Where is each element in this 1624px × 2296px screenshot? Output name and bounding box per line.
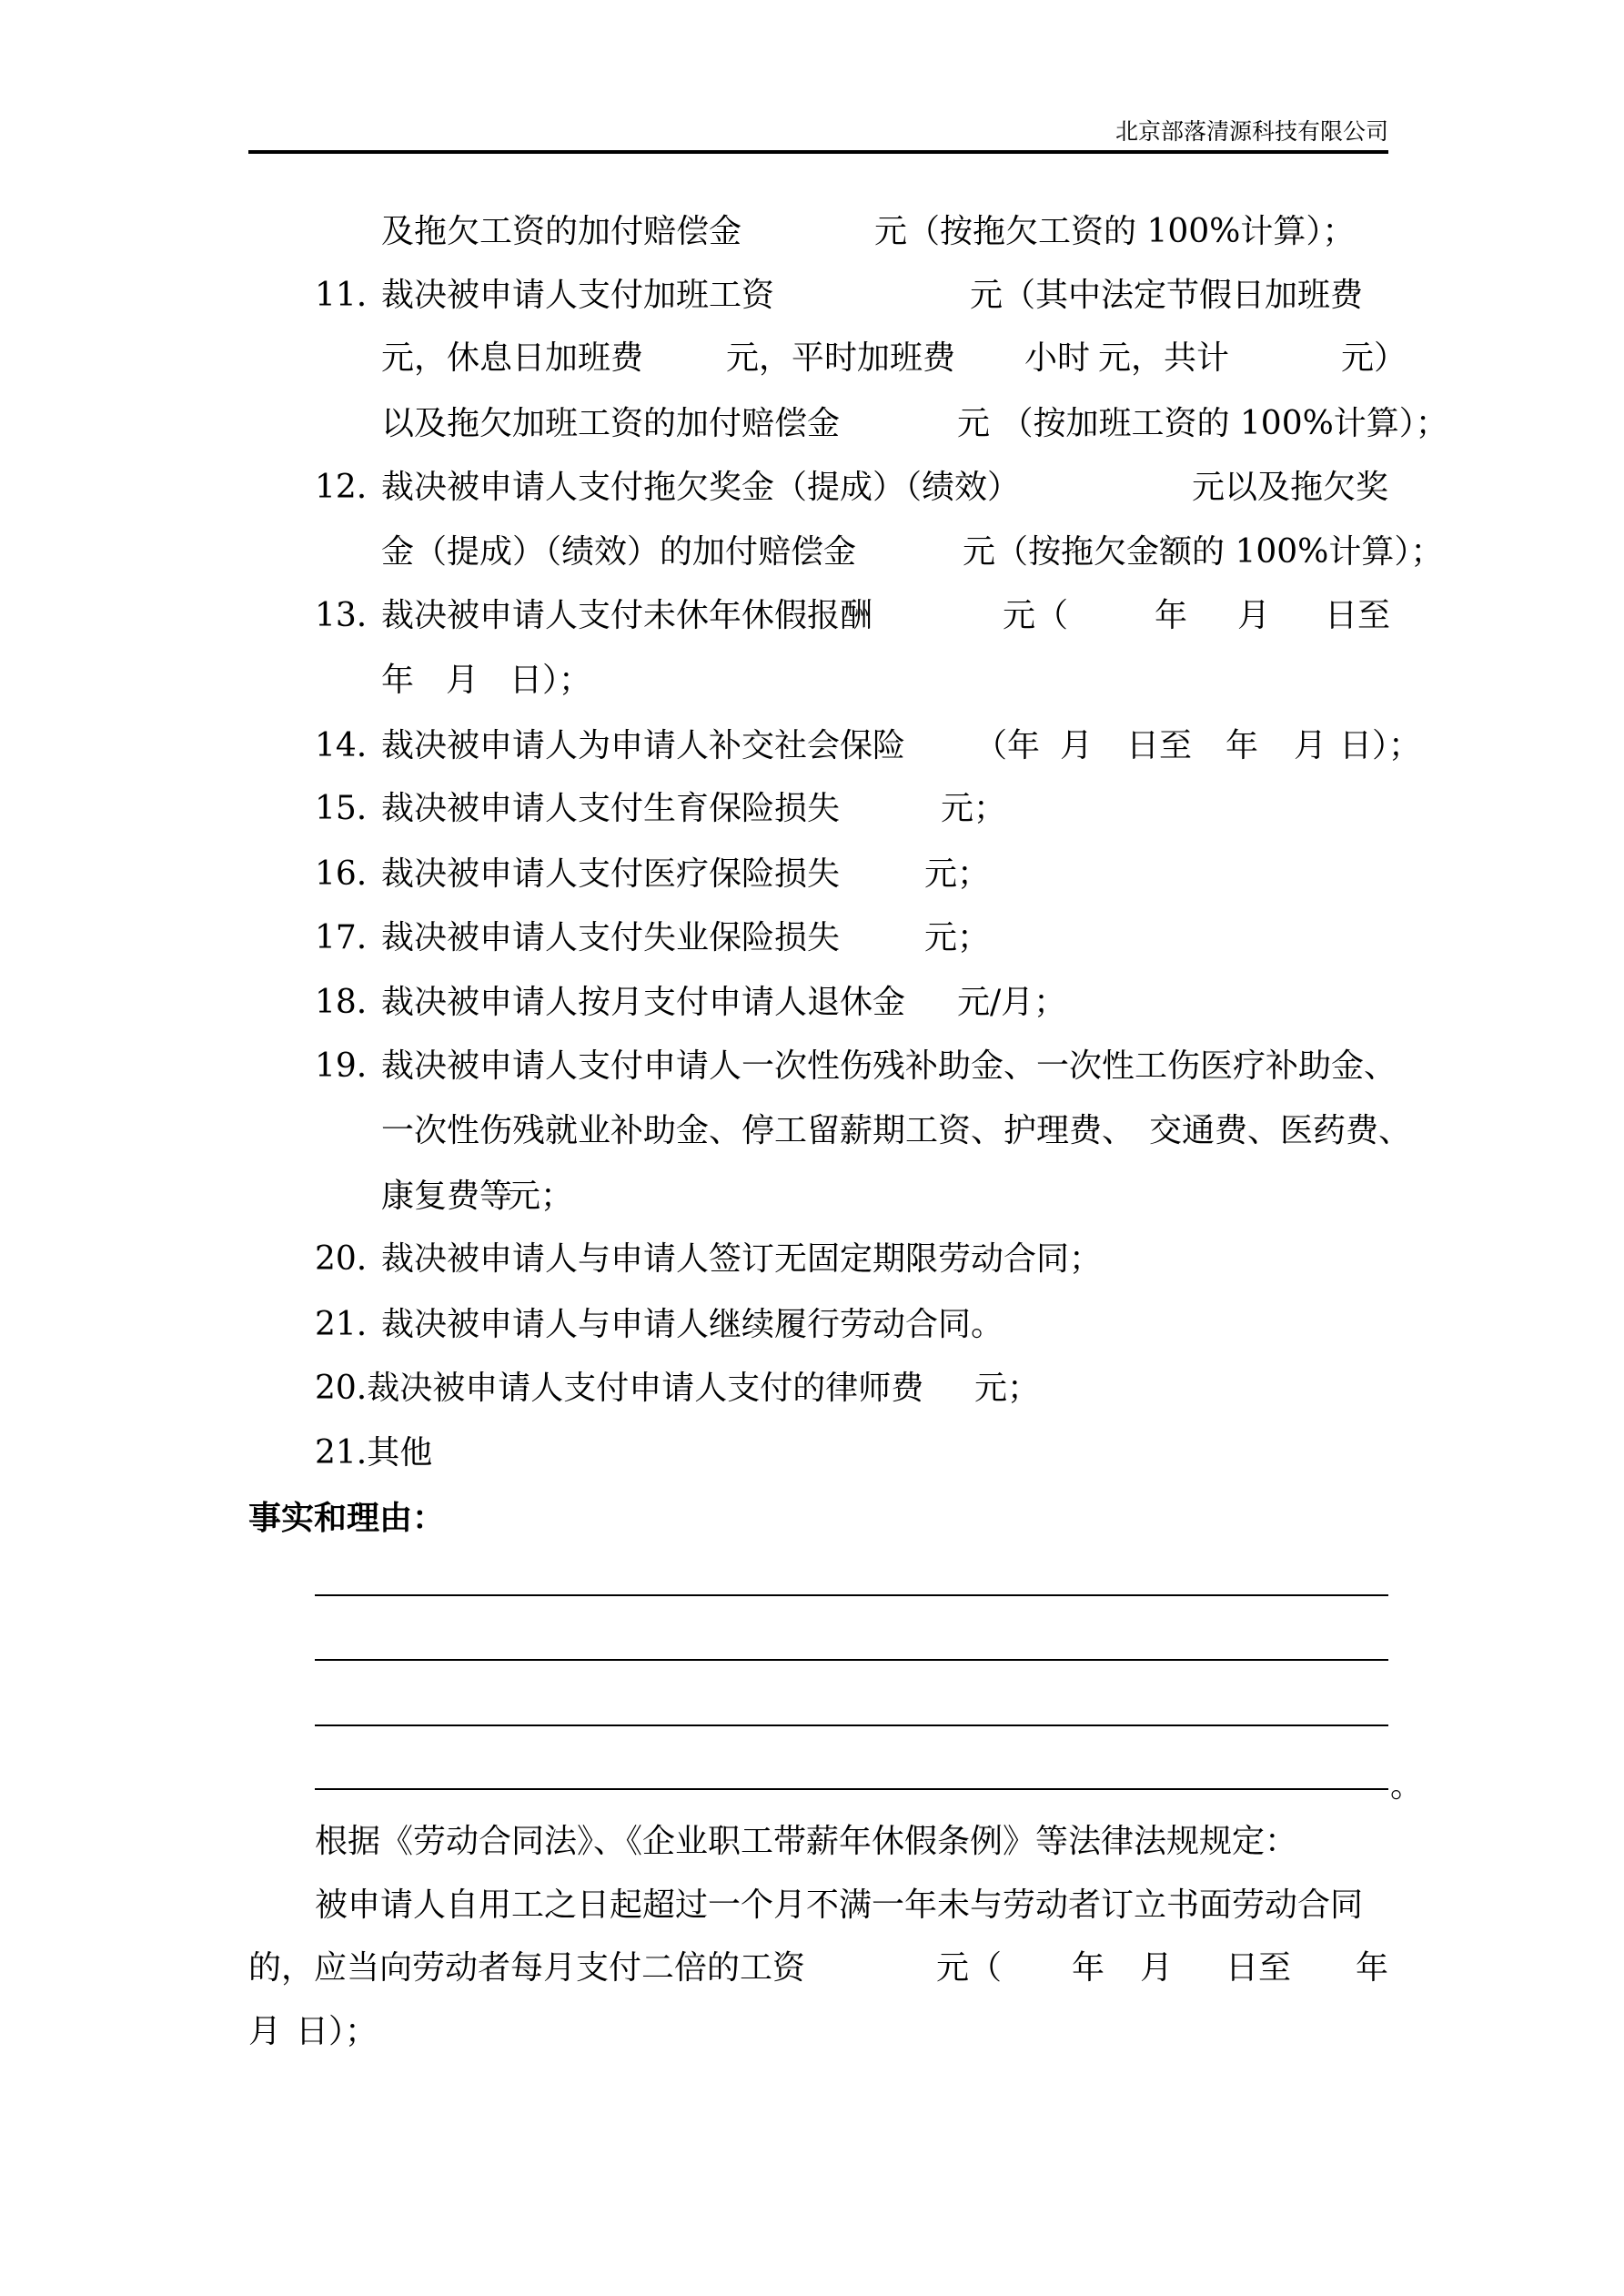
item-number: 18. — [315, 984, 368, 1021]
line-text: （年 — [974, 727, 1041, 764]
legal-text: 根据《劳动合同法》、《企业职工带薪年休假条例》等法律法规规定： — [315, 1823, 1298, 1860]
line-text: 裁决被申请人为申请人补交社会保险 — [381, 727, 906, 764]
line-text: 元（其中法定节假日加班费 — [970, 277, 1364, 314]
item-number: 20. — [315, 1240, 368, 1278]
legal-text: 日）； — [296, 2013, 378, 2050]
item-number: 11. — [315, 277, 368, 314]
item-number: 15. — [315, 790, 368, 827]
line-text: 日至 — [1126, 727, 1193, 764]
legal-text: 被申请人自用工之日起超过一个月不满一年未与劳动者订立书面劳动合同 — [315, 1886, 1364, 1924]
item-number: 16. — [315, 855, 368, 893]
line-text: 月 — [446, 662, 479, 699]
line-text: 元，共计 — [1098, 339, 1230, 377]
header-rule — [248, 150, 1388, 154]
legal-text: 的，应当向劳动者每月支付二倍的工资 — [248, 1949, 806, 1987]
line-text: 元； — [941, 790, 1007, 827]
line-text: 月 — [1294, 727, 1327, 764]
line-text: 裁决被申请人支付医疗保险损失 — [381, 855, 841, 893]
line-text: 交通费、医药费、 — [1149, 1112, 1412, 1149]
item-number: 21. — [315, 1306, 368, 1343]
line-text: 以及拖欠加班工资的加付赔偿金 — [381, 405, 841, 442]
line-text: 裁决被申请人与申请人签订无固定期限劳动合同； — [381, 1240, 1103, 1278]
legal-text: 年 — [1072, 1949, 1105, 1987]
line-text: 元； — [924, 855, 991, 893]
line-text: 裁决被申请人支付失业保险损失 — [381, 919, 841, 956]
line-text: 年 — [381, 662, 415, 699]
line-text: 元（按拖欠工资的 100%计算）； — [874, 213, 1356, 250]
line-text: 裁决被申请人支付申请人一次性伤残补助金、一次性工伤医疗补助金、 — [381, 1047, 1397, 1085]
item-number: 17. — [315, 919, 368, 956]
line-text: 日）； — [1339, 727, 1422, 764]
facts-input-line[interactable] — [315, 1725, 1388, 1726]
facts-end-mark: 。 — [1390, 1767, 1424, 1805]
line-text: 一次性伤残就业补助金、停工留薪期工资、护理费、 — [381, 1112, 1135, 1149]
item-number: 19. — [315, 1047, 368, 1085]
line-text: 裁决被申请人按月支付申请人退休金 — [381, 984, 906, 1021]
facts-heading: 事实和理由： — [248, 1499, 446, 1537]
line-text: 元，休息日加班费 — [381, 339, 644, 377]
line-text: 元； — [508, 1178, 574, 1215]
legal-text: 元（ — [936, 1949, 1003, 1987]
line-text: 元； — [924, 919, 991, 956]
line-text: 年 — [1226, 727, 1259, 764]
line-text: 康复费等 — [381, 1178, 513, 1215]
line-text: 裁决被申请人支付加班工资 — [381, 277, 775, 314]
line-text: 元） — [1341, 339, 1407, 377]
line-text: 金（提成）（绩效）的加付赔偿金 — [381, 533, 857, 571]
legal-text: 日至 — [1226, 1949, 1292, 1987]
line-text: 小时 — [1024, 339, 1091, 377]
line-text: 年 — [1155, 597, 1188, 634]
item-number: 13. — [315, 597, 368, 634]
line-text: 元； — [974, 1370, 1041, 1407]
line-text: 月 — [1237, 597, 1271, 634]
line-text: 裁决被申请人支付拖欠奖金（提成）（绩效） — [381, 469, 1021, 506]
line-text: 元以及拖欠奖 — [1192, 469, 1389, 506]
line-text: 裁决被申请人与申请人继续履行劳动合同。 — [381, 1306, 1004, 1343]
item-number: 14. — [315, 727, 368, 764]
line-text: 元（ — [1003, 597, 1069, 634]
line-text: 裁决被申请人支付生育保险损失 — [381, 790, 841, 827]
line-text: 元，平时加班费 — [726, 339, 956, 377]
line-text: 元 （按加班工资的 100%计算）； — [957, 405, 1448, 442]
line-text: 裁决被申请人支付未休年休假报酬 — [381, 597, 873, 634]
facts-input-line[interactable] — [315, 1659, 1388, 1661]
legal-text: 月 — [1140, 1949, 1174, 1987]
line-text: 21.其他 — [315, 1434, 433, 1472]
facts-input-line[interactable] — [315, 1788, 1388, 1790]
line-text: 日）； — [509, 662, 592, 699]
legal-text: 月 — [248, 2013, 282, 2050]
line-text: 20.裁决被申请人支付申请人支付的律师费 — [315, 1370, 924, 1407]
line-text: 月 — [1060, 727, 1094, 764]
facts-input-line[interactable] — [315, 1594, 1388, 1596]
line-text: 及拖欠工资的加付赔偿金 — [381, 213, 742, 250]
header-company: 北京部落清源科技有限公司 — [1115, 118, 1388, 145]
legal-text: 年 — [1356, 1949, 1389, 1987]
line-text: 元（按拖欠金额的 100%计算）； — [963, 533, 1444, 571]
line-text: 日至 — [1325, 597, 1391, 634]
item-number: 12. — [315, 469, 368, 506]
line-text: 元/月； — [957, 984, 1067, 1021]
